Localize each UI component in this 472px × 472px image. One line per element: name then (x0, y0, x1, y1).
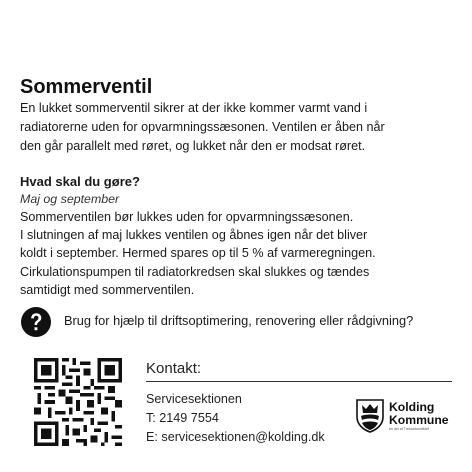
logo-name-line-2: Kommune (389, 412, 449, 427)
contact-email[interactable]: E: servicesektionen@kolding.dk (146, 430, 325, 444)
instruction-line: koldt i september. Hermed spares op til 5 % af varmeregningen. (20, 246, 376, 261)
contact-divider (146, 381, 452, 382)
question-mark-icon (21, 307, 51, 337)
logo-tagline: en del af Trekantområdet (389, 427, 429, 431)
instructions-paragraph (20, 208, 465, 299)
instruction-line: Cirkulationspumpen til radiatorkredsen skal slukkes og tændes (20, 264, 370, 279)
season-subtitle: Maj og september (20, 192, 120, 206)
intro-line: En lukket sommerventil sikrer at der ikke kommer varmt vand i (20, 101, 368, 115)
logo-name-line-1: Kolding (389, 400, 435, 414)
intro-line: radiatorerne uden for opvarmningssæsonen. Ventilen er åben når (20, 120, 385, 134)
qr-code-icon[interactable] (34, 358, 122, 446)
intro-line: den går parallelt med røret, og lukket når den er modsat røret. (20, 139, 366, 153)
contact-heading: Kontakt: (146, 360, 202, 377)
page-title: Sommerventil (20, 76, 153, 98)
contact-details (146, 390, 325, 447)
intro-paragraph (20, 99, 460, 156)
contact-department: Servicesektionen (146, 392, 242, 406)
instruction-line: samtidigt med sommerventilen. (20, 282, 195, 297)
kolding-kommune-logo (389, 401, 449, 432)
instruction-line: Sommerventilen bør lukkes uden for opvarmningssæsonen. (20, 210, 354, 224)
what-to-do-heading: Hvad skal du gøre? (20, 174, 140, 189)
contact-phone[interactable]: T: 2149 7554 (146, 411, 219, 425)
help-text: Brug for hjælp til driftsoptimering, renovering eller rådgivning? (64, 313, 414, 328)
kolding-kommune-crest-icon (355, 399, 385, 433)
instruction-line: I slutningen af maj lukkes ventilen og åbnes igen når det bliver (20, 228, 368, 243)
